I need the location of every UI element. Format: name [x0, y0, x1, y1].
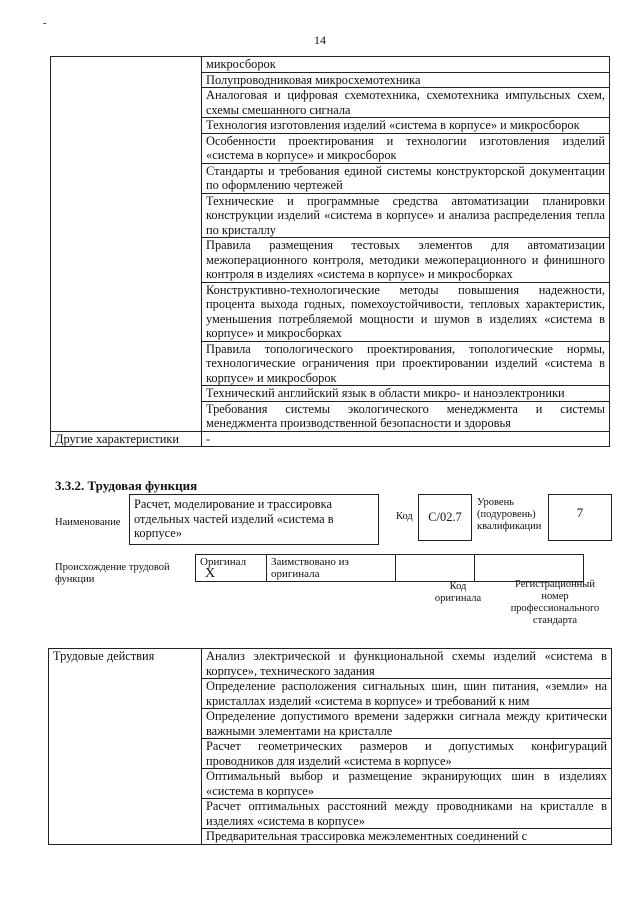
function-name-box: Расчет, моделирование и трассировка отдельных частей изделий «система в корпусе» — [129, 494, 379, 545]
table-row: Определение расположения сигнальных шин, шин питания, «земли» на кристаллах изделий «система в корпусе» и требований к ним — [202, 679, 612, 709]
other-characteristics-label: Другие характеристики — [51, 431, 202, 447]
table-row: Технические и программные средства автоматизации планировки конструкции изделий «система в корпусе» и анализа распределения тепла по кристаллу — [202, 193, 610, 238]
code-value-box: C/02.7 — [418, 494, 472, 541]
code-original-cell — [396, 555, 475, 582]
table-row: Технический английский язык в области микро- и наноэлектроники — [202, 386, 610, 402]
table-row: Требования системы экологического менеджмента и системы менеджмента производственной безопасности и здоровья — [202, 401, 610, 431]
reg-number-cell — [475, 555, 584, 582]
page-number: 14 — [314, 33, 326, 47]
table-row: Расчет оптимальных расстояний между проводниками на кристалле в изделиях «система в корпусе» — [202, 799, 612, 829]
section-title: 3.3.2. Трудовая функция — [55, 478, 198, 493]
table-row: Полупроводниковая микросхемотехника — [202, 72, 610, 88]
table-row: Определение допустимого времени задержки сигнала между критически важными элементами на кристалле — [202, 709, 612, 739]
code-original-caption: Код оригинала — [434, 581, 482, 604]
original-label: Оригинал — [200, 556, 247, 568]
original-mark: X — [205, 566, 216, 581]
knowledge-label-cell — [51, 57, 202, 432]
knowledge-table — [50, 56, 610, 447]
table-row: Оптимальный выбор и размещение экранирующих шин в изделиях «система в корпусе» — [202, 769, 612, 799]
table-row: Стандарты и требования единой системы конструкторской документации по оформлению чертежей — [202, 163, 610, 193]
origin-label: Происхождение трудовой функции — [55, 562, 170, 585]
table-row: Правила размещения тестовых элементов для автоматизации межоперационного контроля, методики межоперационного и финишного контроля в изделиях «система в корпусе» и микросборках — [202, 238, 610, 283]
table-row: Правила топологического проектирования, топологические нормы, технологические ограничения при проектировании изделий «система в корпусе» и микросборок — [202, 341, 610, 386]
table-row: Аналоговая и цифровая схемотехника, схемотехника импульсных схем, схемы смешанного сигнала — [202, 88, 610, 118]
table-row: Технология изготовления изделий «система в корпусе» и микросборок — [202, 118, 610, 134]
level-value-box: 7 — [548, 494, 612, 541]
table-row: Анализ электрической и функциональной схемы изделий «система в корпусе», технического задания — [202, 649, 612, 679]
code-label: Код — [396, 511, 413, 522]
reg-number-caption: Регистрационный номер профессионального стандарта — [510, 579, 600, 626]
table-row: Особенности проектирования и технологии изготовления изделий «система в корпусе» и микросборок — [202, 133, 610, 163]
table-row: микросборок — [202, 57, 610, 73]
level-label: Уровень (подуровень) квалификации — [477, 497, 542, 532]
labor-actions-label: Трудовые действия — [49, 649, 202, 845]
origin-table — [195, 554, 584, 582]
table-row: Конструктивно-технологические методы повышения надежности, процента выхода годных, помехоустойчивости, тепловых характеристик, уменьшения потребляемой мощности и шумов в изделиях «система в корпусе» и микросборках — [202, 282, 610, 341]
borrowed-label: Заимствовано из оригинала — [267, 555, 396, 582]
original-cell — [196, 555, 267, 582]
other-characteristics-value: - — [202, 431, 610, 447]
table-row: Расчет геометрических размеров и допустимых конфигураций проводников для изделий «система в корпусе» — [202, 739, 612, 769]
page-mark: - — [43, 18, 47, 29]
name-label: Наименование — [55, 517, 121, 528]
table-row: Предварительная трассировка межэлементных соединений с — [202, 829, 612, 845]
labor-actions-table — [48, 648, 612, 845]
